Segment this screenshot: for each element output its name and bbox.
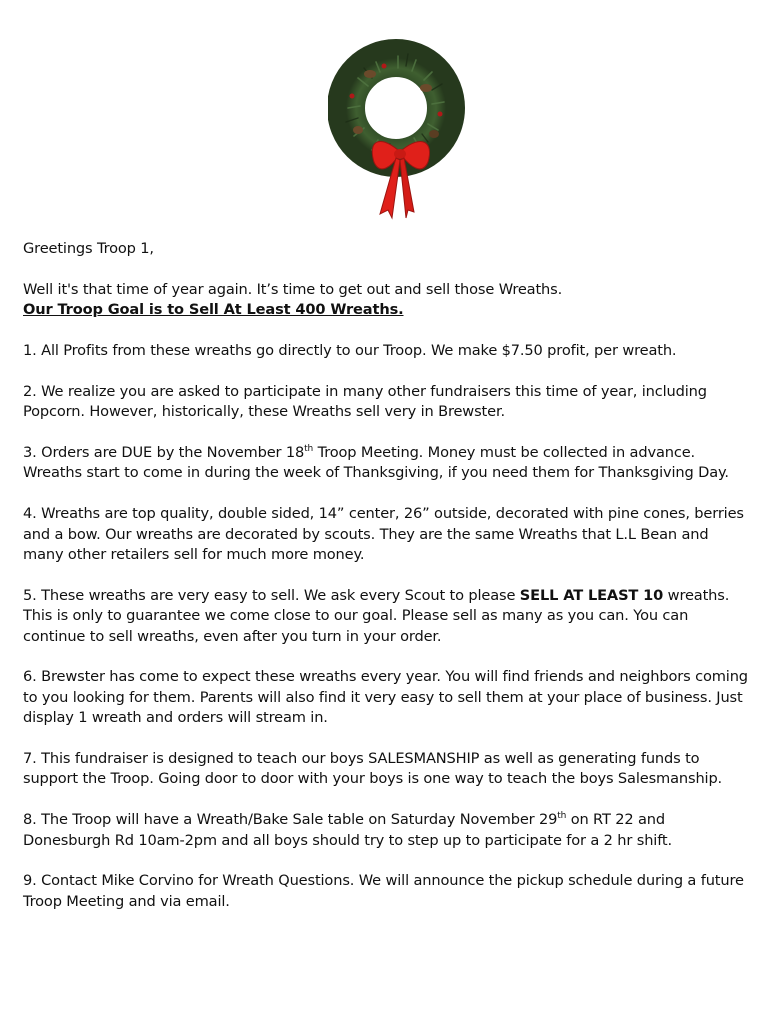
item-3-text-b: Troop Meeting. Money must be collected in advance. Wreaths start to come in during the week of Thanksgiving, if you need them for Thanksgiving Day. xyxy=(23,444,729,482)
item-5-emphasis: SELL AT LEAST 10 xyxy=(519,586,664,604)
christmas-wreath-icon xyxy=(328,38,468,220)
item-3-text-a: 3. Orders are DUE by the November 18 xyxy=(23,444,305,461)
letter-body xyxy=(23,239,753,933)
greeting: Greetings Troop 1, xyxy=(23,240,154,257)
item-2: 2. We realize you are asked to participate in many other fundraisers this time of year, including Popcorn. However, historically, these Wreaths sell very in Brewster. xyxy=(23,382,707,421)
item-3 xyxy=(23,443,753,484)
item-1: 1. All Profits from these wreaths go directly to our Troop. We make $7.50 profit, per wreath. xyxy=(23,342,677,359)
intro-paragraph xyxy=(23,280,753,321)
item-8-superscript: th xyxy=(557,811,567,822)
item-5-text-b: wreaths. This is only to guarantee we come close to our goal. Please sell as many as you can. You can continue to sell wreaths, even after you turn in your order. xyxy=(23,586,730,645)
item-8-text-a: 8. The Troop will have a Wreath/Bake Sale table on Saturday November 29 xyxy=(23,811,558,829)
item-4: 4. Wreaths are top quality, double sided, 14” center, 26” outside, decorated with pine cones, berries and a bow. Our wreaths are decorated by scouts. They are the same Wreaths that L.L Bean and many other retailers sell for much more money. xyxy=(23,505,744,564)
troop-goal: Our Troop Goal is to Sell At Least 400 Wreaths. xyxy=(23,301,404,319)
item-9: 9. Contact Mike Corvino for Wreath Questions. We will announce the pickup schedule during a future Troop Meeting and via email. xyxy=(23,872,744,910)
intro-line: Well it's that time of year again. It’s time to get out and sell those Wreaths. xyxy=(23,280,563,298)
item-3-superscript: th xyxy=(304,444,314,454)
item-8 xyxy=(23,810,753,851)
item-5 xyxy=(23,586,753,647)
item-5-text-a: 5. These wreaths are very easy to sell. We ask every Scout to please xyxy=(23,586,520,604)
item-7: 7. This fundraiser is designed to teach our boys SALESMANSHIP as well as generating funds to support the Troop. Going door to door with your boys is one way to teach the boys Salesmanship. xyxy=(23,750,723,788)
item-6: 6. Brewster has come to expect these wreaths every year. You will find friends and neighbors coming to you looking for them. Parents will also find it very easy to sell them at your place of business. Just display 1 wreath and orders will stream in. xyxy=(23,668,748,727)
item-8-text-b: on RT 22 and Donesburgh Rd 10am-2pm and all boys should try to step up to participate for a 2 hr shift. xyxy=(23,811,672,849)
